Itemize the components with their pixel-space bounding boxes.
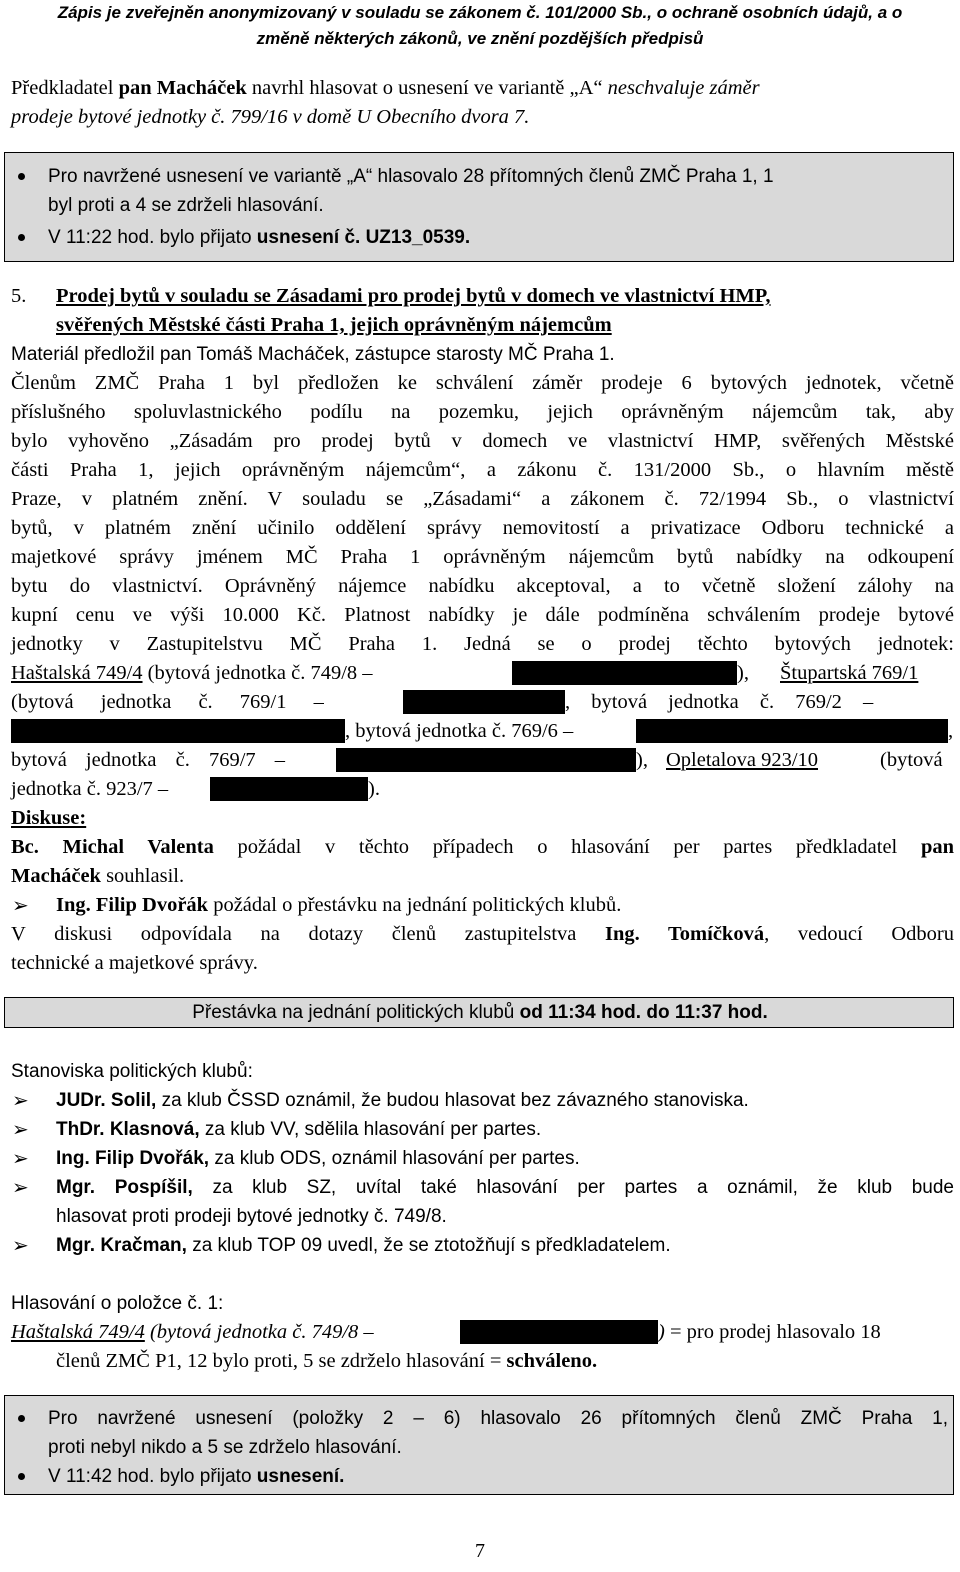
speaker-valenta: Bc. Michal Valenta: [11, 836, 214, 858]
item-vote-line1: [11, 1318, 374, 1347]
item-vote-line1-end: [658, 1318, 881, 1347]
item-vote-line2: [56, 1347, 597, 1376]
intro-paragraph: [11, 74, 954, 132]
address-hastalska: Haštalská 749/4: [11, 662, 143, 684]
arrow-bullet-icon: ➢: [12, 1088, 29, 1112]
speaker-tomickova: Ing. Tomíčková: [605, 923, 765, 945]
bullet-icon: [18, 173, 25, 180]
bullet-icon: [18, 1415, 25, 1422]
para-line: bytů, v platném znění učinilo oddělení správy nemovitostí a privatizace Odboru technické a: [11, 517, 954, 539]
discussion-text-4: V diskusi odpovídala na dotazy členů zastupitelstva: [11, 923, 605, 945]
unit-row-4-punct: ),: [636, 749, 648, 771]
redaction-block: [512, 661, 737, 685]
resolution-text: V 11:22 hod. bylo přijato: [48, 227, 257, 248]
address-opletalova: Opletalova 923/10: [666, 749, 819, 771]
discussion-label: Diskuse:: [11, 807, 87, 829]
positions-heading: Stanoviska politických klubů:: [11, 1061, 253, 1082]
redaction-block: [403, 690, 565, 714]
position-text: za klub SZ, uvítal také hlasování per partes a oznámil, že klub bude: [192, 1177, 954, 1198]
unit-row-3-end: ,: [948, 720, 954, 742]
bullet-icon: [18, 1473, 25, 1480]
discussion-text: požádal v těchto případech o hlasování per partes předkladatel: [213, 836, 921, 858]
address-hastalska-vote: Haštalská 749/4: [11, 1321, 145, 1343]
unit-row-4: bytová jednotka č. 769/7 –: [11, 749, 286, 771]
position-speaker: Mgr. Pospíšil,: [56, 1177, 193, 1198]
item-vote-unit: (bytová jednotka č. 749/8 –: [144, 1321, 374, 1343]
discussion-item-1: [11, 833, 954, 891]
intro-line2: prodeje bytové jednotky č. 799/16 v domě U Obecního dvora 7.: [11, 106, 530, 128]
para-line: bytu do vlastnictví. Oprávněný nájemce nabídku akceptoval, a to včetně složení zálohy na: [11, 575, 954, 597]
para-line: majetkové správy jménem MČ Praha 1 oprávněným nájemcům bytů nabídky na odkoupení: [11, 546, 954, 568]
vote-box-1-item-2: [48, 223, 953, 252]
address-stupartska-wrap: [780, 659, 918, 688]
position-speaker: JUDr. Solil,: [56, 1090, 157, 1111]
speaker-machacek: Macháček: [11, 865, 101, 887]
unit-row-5: jednotka č. 923/7 –: [11, 778, 169, 800]
vote-result-line2: byl proti a 4 se zdrželi hlasování.: [48, 195, 324, 216]
para-line: Členům ZMČ Praha 1 byl předložen ke schválení záměr prodeje 6 bytových jednotek, včetně: [11, 372, 954, 394]
item-vote-paren: ): [658, 1321, 665, 1343]
unit-row-1-end: [737, 659, 749, 688]
discussion-item-3: [11, 920, 954, 978]
unit-row-2: (bytová jednotka č. 769/1 –: [11, 691, 324, 713]
page-number: 7: [475, 1540, 485, 1562]
discussion-text-5: , vedoucí Odboru: [764, 923, 954, 945]
address-stupartska: Štupartská 769/1: [780, 662, 919, 684]
item-vote-approved: schváleno.: [506, 1350, 598, 1372]
position-text: za klub VV, sdělila hlasování per partes.: [199, 1119, 542, 1140]
section-number: 5.: [11, 285, 27, 307]
position-speaker: Mgr. Kračman,: [56, 1235, 187, 1256]
vote-result-line2: proti nebyl nikdo a 5 se zdrželo hlasování.: [48, 1437, 402, 1458]
arrow-bullet-icon: ➢: [12, 1233, 29, 1257]
discussion-text-3: požádal o přestávku na jednání politických klubů.: [208, 894, 622, 916]
vote-box-2-item-1: [48, 1404, 948, 1462]
punct: ),: [737, 662, 749, 684]
intro-text: Předkladatel: [11, 77, 119, 99]
item-vote-result: = pro prodej hlasovalo 18: [664, 1321, 881, 1343]
section5-paragraph: [11, 369, 954, 659]
position-item: [12, 1173, 954, 1231]
section-title-line1: Prodej bytů v souladu se Zásadami pro prodej bytů v domech ve vlastnictví HMP,: [56, 285, 771, 307]
speaker-pan: pan: [920, 836, 954, 858]
position-speaker: ThDr. Klasnová,: [56, 1119, 200, 1140]
vote-box-2-item-2: [48, 1462, 948, 1491]
redaction-block: [11, 719, 345, 743]
unit-row-5-end: ).: [368, 778, 380, 800]
para-line: kupní cenu ve výši 10.000 Kč. Platnost nabídky je dále podmíněna schválením prodeje bytové: [11, 604, 954, 626]
vote-result-line1: Pro navržené usnesení ve variantě „A“ hlasovalo 28 přítomných členů ZMČ Praha 1, 1: [48, 166, 774, 187]
para-line: jednotky v Zastupitelstvu MČ Praha 1. Jedná se o prodej těchto bytových jednotek:: [11, 633, 954, 655]
vote-result-line1: Pro navržené usnesení (položky 2 – 6) hlasovalo 26 přítomných členů ZMČ Praha 1,: [48, 1408, 948, 1429]
unit-row-4-end: (bytová: [880, 749, 943, 771]
resolution-text: V 11:42 hod. bylo přijato: [48, 1466, 257, 1487]
intro-text-rest: navrhl hlasovat o usnesení ve variantě „A“: [246, 77, 608, 99]
position-text: za klub TOP 09 uvedl, že se ztotožňují s předkladatelem.: [186, 1235, 671, 1256]
para-line: bylo vyhověno „Zásadám pro prodej bytů v domech ve vlastnictví HMP, svěřených Městské: [11, 430, 954, 452]
header-line-1: Zápis je zveřejněn anonymizovaný v souladu se zákonem č. 101/2000 Sb., o ochraně osobních údajů, a o: [57, 3, 903, 22]
vote-box-1-item-1: [48, 162, 953, 220]
discussion-item-2: [12, 891, 954, 920]
position-text-line2: hlasovat proti prodeji bytové jednotky č. 749/8.: [56, 1206, 447, 1227]
break-label: Přestávka na jednání politických klubů: [192, 1002, 520, 1023]
position-item: [12, 1115, 954, 1144]
address-opletalova-wrap: [666, 746, 818, 775]
redaction-block: [336, 748, 636, 772]
redaction-block: [636, 719, 948, 743]
anonymization-notice: [0, 0, 960, 52]
redaction-block: [210, 777, 368, 801]
resolution-label: usnesení.: [256, 1466, 345, 1487]
position-speaker: Ing. Filip Dvořák,: [56, 1148, 210, 1169]
item-vote-result-2: členů ZMČ P1, 12 bylo proti, 5 se zdrželo hlasování =: [56, 1350, 507, 1372]
arrow-bullet-icon: ➢: [12, 1175, 29, 1199]
resolution-number: usnesení č. UZ13_0539.: [256, 227, 471, 248]
item-vote-heading: Hlasování o položce č. 1:: [11, 1293, 224, 1314]
redaction-block: [460, 1320, 658, 1344]
para-line: Praze, v platném znění. V souladu se „Zásadami“ a zákonem č. 72/1994 Sb., o vlastnictví: [11, 488, 954, 510]
bullet-icon: [18, 234, 25, 241]
position-item: [12, 1086, 954, 1115]
para-line: příslušného spoluvlastnického podílu na pozemku, jejich oprávněným nájemcům tak, aby: [11, 401, 954, 423]
section-title-line2: svěřených Městské části Praha 1, jejich oprávněným nájemcům: [56, 314, 612, 336]
unit-row-1: [11, 659, 373, 688]
break-text: [0, 998, 960, 1027]
unit-row-2-b: , bytová jednotka č. 769/2 –: [565, 691, 874, 713]
arrow-bullet-icon: ➢: [12, 1117, 29, 1141]
intro-italic: neschvaluje záměr: [607, 77, 760, 99]
unit-row-3: , bytová jednotka č. 769/6 –: [345, 720, 574, 742]
discussion-text-6: technické a majetkové správy.: [11, 952, 258, 974]
unit-text: (bytová jednotka č. 749/8 –: [142, 662, 373, 684]
intro-presenter: pan Macháček: [118, 77, 247, 99]
para-line: části Praha 1, jejich oprávněným nájemcům“, a zákonu č. 131/2000 Sb., o hlavním městě: [11, 459, 954, 481]
position-text: za klub ODS, oznámil hlasování per partes.: [209, 1148, 580, 1169]
discussion-text-2: souhlasil.: [100, 865, 185, 887]
material-presenter: Materiál předložil pan Tomáš Macháček, zástupce starosty MČ Praha 1.: [11, 344, 615, 365]
position-item: [12, 1144, 954, 1173]
arrow-bullet-icon: ➢: [12, 893, 29, 917]
position-item: [12, 1231, 954, 1260]
break-time: od 11:34 hod. do 11:37 hod.: [519, 1002, 768, 1023]
position-text: za klub ČSSD oznámil, že budou hlasovat bez závazného stanoviska.: [156, 1090, 749, 1111]
header-line-2: změně některých zákonů, ve znění pozdějších předpisů: [256, 29, 704, 48]
arrow-bullet-icon: ➢: [12, 1146, 29, 1170]
speaker-dvorak: Ing. Filip Dvořák: [56, 894, 209, 916]
